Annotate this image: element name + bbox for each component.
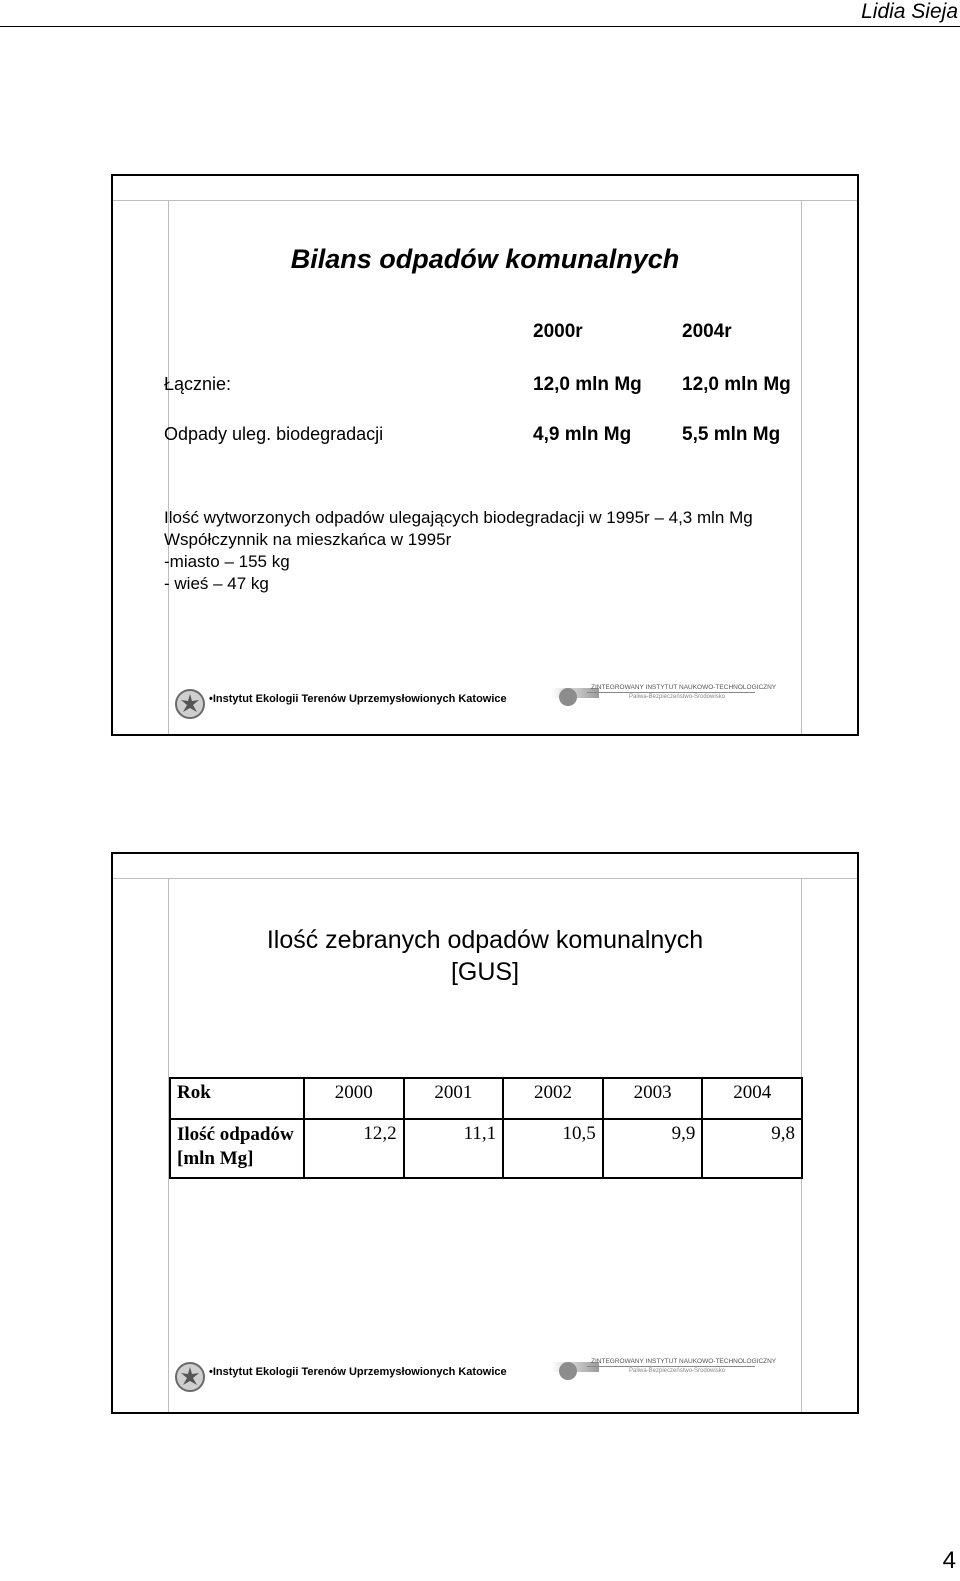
table-header-label: Rok (170, 1078, 304, 1119)
header-rule (0, 26, 960, 27)
slide-collected-waste (111, 852, 859, 1414)
biodegradable-2004: 5,5 mln Mg (682, 424, 781, 445)
note-line: -miasto – 155 kg (164, 552, 290, 571)
row-label-biodegradable: Odpady uleg. biodegradacji (164, 424, 384, 444)
header-author: Lidia Sieja (861, 0, 958, 23)
table-row (170, 1119, 802, 1178)
col-header-2000: 2000r (533, 321, 583, 342)
slide-title: Ilość zebranych odpadów komunalnych (266, 926, 704, 954)
total-2000: 12,0 mln Mg (533, 374, 642, 395)
total-2004: 12,0 mln Mg (682, 374, 791, 395)
institute-emblem-icon (175, 1362, 205, 1392)
zint-logo-line1: ZINTEGROWANY INSTYTUT NAUKOWO-TECHNOLOGICZNY (591, 1358, 777, 1365)
zint-logo-line2: Paliwa-Bezpieczeństwo-Środowisko (629, 1368, 726, 1374)
year-cell: 2002 (503, 1078, 603, 1119)
biodegradable-2000: 4,9 mln Mg (533, 424, 632, 445)
value-cell: 11,1 (404, 1119, 504, 1178)
value-cell: 10,5 (503, 1119, 603, 1178)
page-number: 4 (942, 1547, 956, 1574)
waste-table (169, 1077, 803, 1179)
value-cell: 9,8 (702, 1119, 802, 1178)
col-header-2004: 2004r (682, 321, 732, 342)
zint-logo (551, 684, 777, 710)
note-line: - wieś – 47 kg (164, 574, 269, 593)
zint-logo (551, 1358, 777, 1384)
year-cell: 2001 (404, 1078, 504, 1119)
footer-institute: •Instytut Ekologii Terenów Uprzemysłowionych Katowice (209, 1366, 507, 1378)
year-cell: 2003 (603, 1078, 703, 1119)
zint-logo-line2: Paliwa-Bezpieczeństwo-Środowisko (629, 694, 726, 700)
slide-balance (111, 174, 859, 736)
row-label: Ilość odpadów [mln Mg] (170, 1119, 304, 1178)
guide-line (113, 878, 857, 879)
year-cell: 2004 (702, 1078, 802, 1119)
value-cell: 12,2 (304, 1119, 404, 1178)
guide-line (801, 200, 802, 734)
slide-title: Bilans odpadów komunalnych (290, 244, 680, 274)
table-row (170, 1078, 802, 1119)
institute-emblem-icon (175, 689, 205, 719)
note-line: Współczynnik na mieszkańca w 1995r (164, 530, 452, 549)
row-label-total: Łącznie: (164, 374, 232, 394)
slide-subtitle: [GUS] (450, 958, 520, 986)
year-cell: 2000 (304, 1078, 404, 1119)
zint-logo-line1: ZINTEGROWANY INSTYTUT NAUKOWO-TECHNOLOGICZNY (591, 684, 777, 691)
footer-institute: •Instytut Ekologii Terenów Uprzemysłowionych Katowice (209, 693, 507, 705)
guide-line (113, 200, 857, 201)
guide-line (168, 200, 169, 734)
note-line: Ilość wytworzonych odpadów ulegających biodegradacji w 1995r – 4,3 mln Mg (164, 508, 753, 527)
value-cell: 9,9 (603, 1119, 703, 1178)
